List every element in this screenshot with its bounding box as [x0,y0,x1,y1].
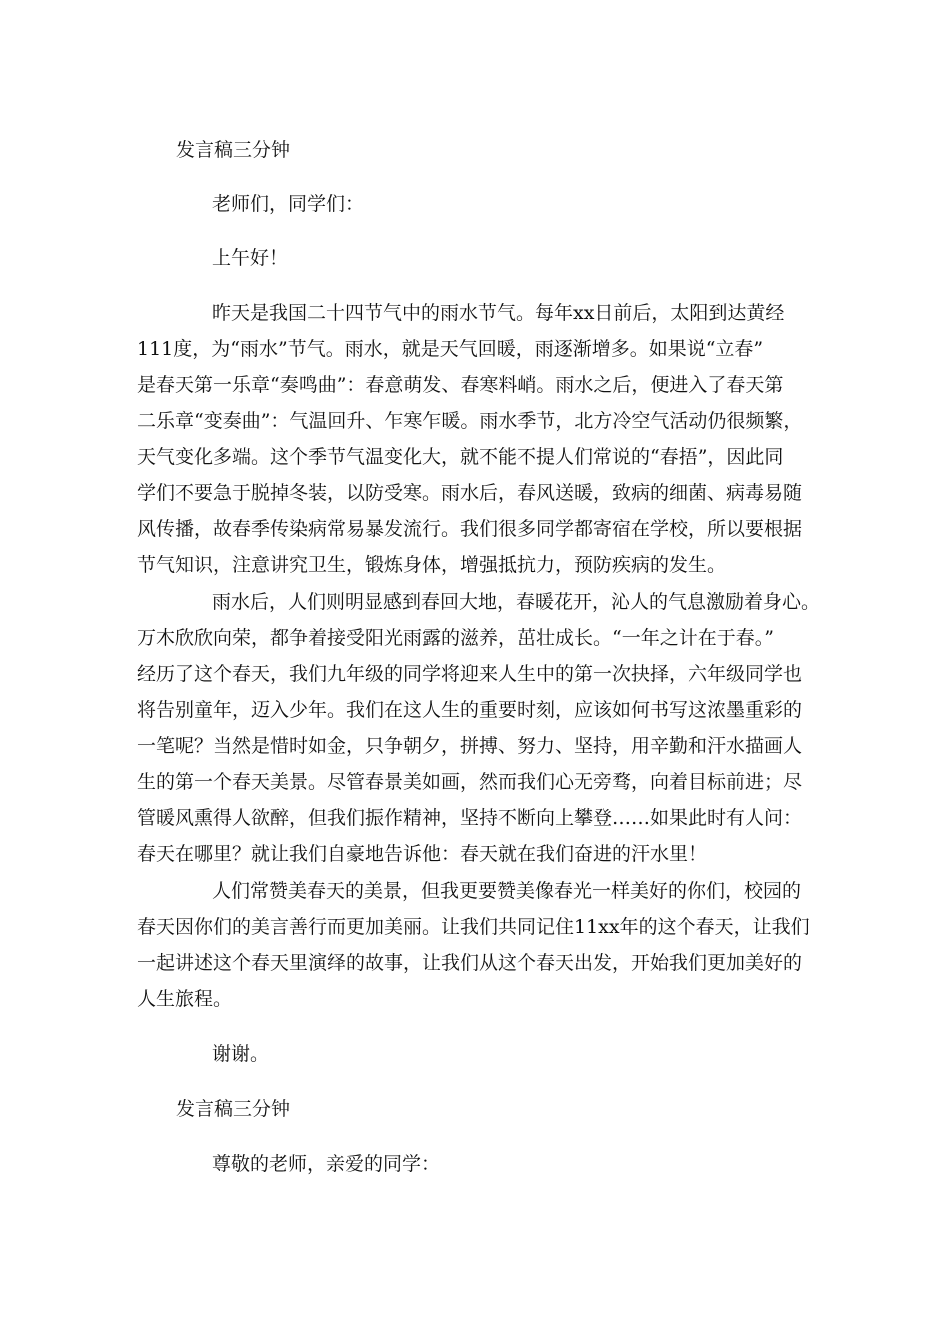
paragraph-line: 风传播，故春季传染病常易暴发流行。我们很多同学都寄宿在学校，所以要根据 [137,518,803,540]
paragraph-line: 雨水后，人们则明显感到春回大地，春暖花开，沁人的气息激励着身心。 [212,591,821,613]
speech-title: 发言稿三分钟 [176,1098,291,1120]
paragraph-line: 昨天是我国二十四节气中的雨水节气。每年xx日前后，太阳到达黄经 [212,302,785,324]
paragraph-line: 一起讲述这个春天里演绎的故事，让我们从这个春天出发，开始我们更加美好的 [137,952,803,974]
paragraph-line: 春天在哪里？就让我们自豪地告诉他：春天就在我们奋进的汗水里！ [137,843,708,865]
paragraph-line: 是春天第一乐章“奏鸣曲”：春意萌发、春寒料峭。雨水之后，便进入了春天第 [137,374,784,396]
paragraph-line: 生的第一个春天美景。尽管春景美如画，然而我们心无旁骛，向着目标前进；尽 [137,771,803,793]
paragraph-line: 万木欣欣向荣，都争着接受阳光雨露的滋养，茁壮成长。“一年之计在于春。” [137,627,774,649]
paragraph-line: 将告别童年，迈入少年。我们在这人生的重要时刻，应该如何书写这浓墨重彩的 [137,699,803,721]
paragraph-line: 111度，为“雨水”节气。雨水，就是天气回暖，雨逐渐增多。如果说“立春” [137,338,764,360]
paragraph-line: 二乐章“变奏曲”：气温回升、乍寒乍暖。雨水季节，北方冷空气活动仍很频繁， [137,410,803,432]
paragraph-line: 天气变化多端。这个季节气温变化大，就不能不提人们常说的“春捂”，因此同 [137,446,784,468]
paragraph-line: 人们常赞美春天的美景，但我更要赞美像春光一样美好的你们，校园的 [212,880,802,902]
speech-title: 发言稿三分钟 [176,139,291,161]
paragraph-line: 经历了这个春天，我们九年级的同学将迎来人生中的第一次抉择，六年级同学也 [137,663,803,685]
closing: 谢谢。 [212,1043,270,1065]
salutation: 老师们，同学们： [212,193,365,215]
paragraph-line: 春天因你们的美言善行而更加美丽。让我们共同记住11xx年的这个春天，让我们 [137,916,810,938]
paragraph-line: 人生旅程。 [137,988,233,1010]
greeting: 上午好！ [212,247,289,269]
paragraph-line: 学们不要急于脱掉冬装，以防受寒。雨水后，春风送暖，致病的细菌、病毒易随 [137,482,803,504]
paragraph-line: 一笔呢？当然是惜时如金，只争朝夕，拼搏、努力、坚持，用辛勤和汗水描画人 [137,735,803,757]
salutation: 尊敬的老师，亲爱的同学： [212,1153,441,1175]
paragraph-line: 管暖风熏得人欲醉，但我们振作精神，坚持不断向上攀登……如果此时有人问： [137,807,803,829]
paragraph-line: 节气知识，注意讲究卫生，锻炼身体，增强抵抗力，预防疾病的发生。 [137,554,727,576]
